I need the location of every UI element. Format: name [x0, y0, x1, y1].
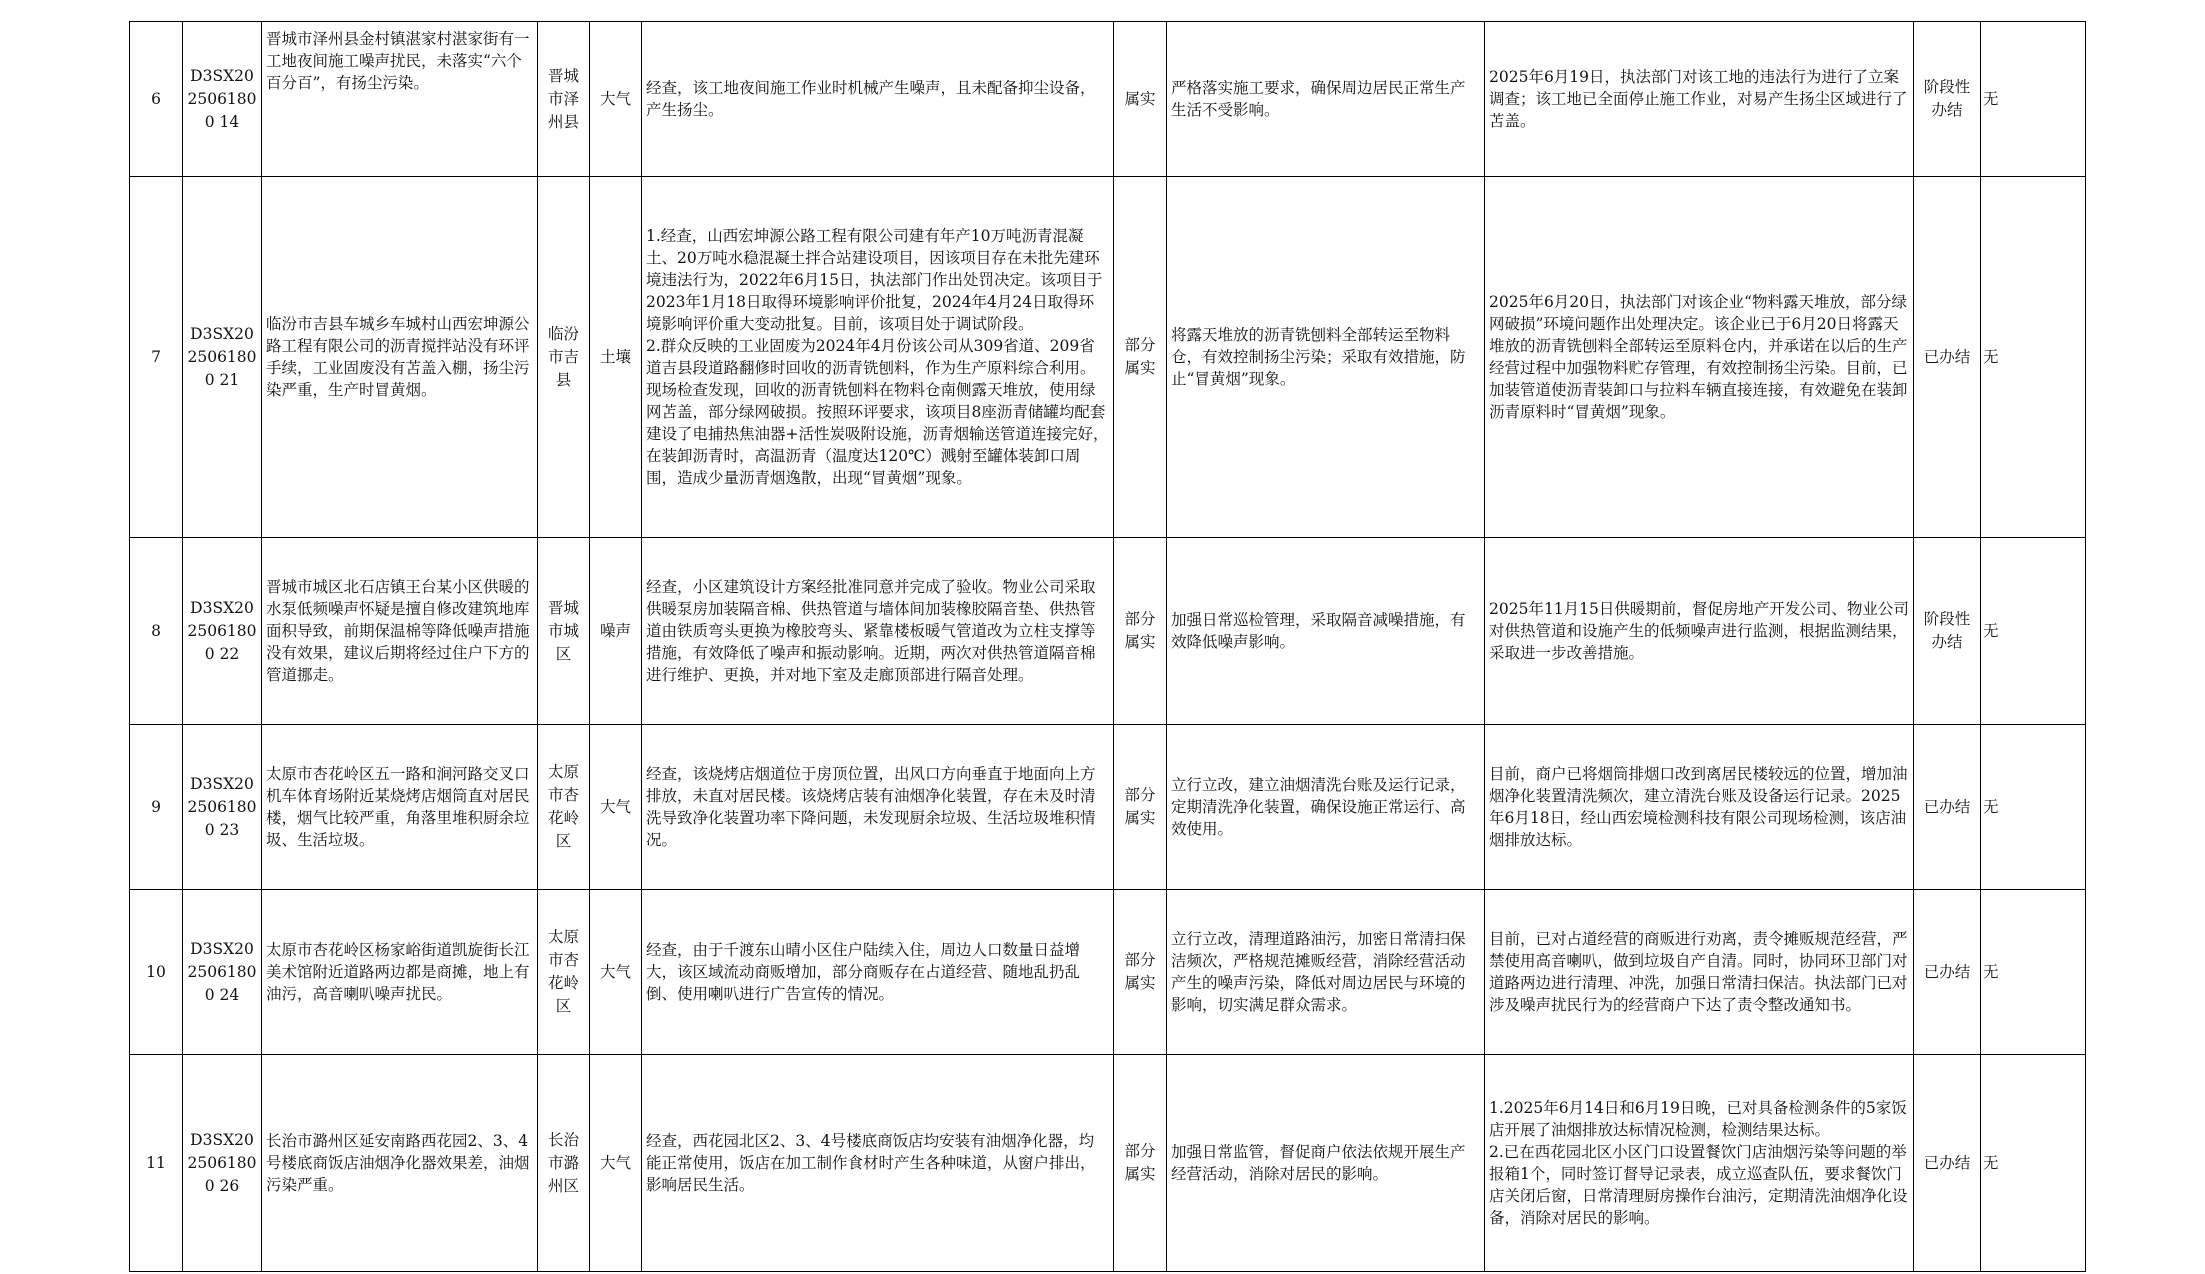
- region: 长治市潞州区: [538, 1055, 590, 1272]
- case-code: D3SX2025061800 22: [183, 538, 262, 725]
- requirement-text: 严格落实施工要求，确保周边居民正常生产生活不受影响。: [1167, 22, 1485, 177]
- completion-status: 阶段性办结: [1914, 538, 1981, 725]
- result-text: 2025年11月15日供暖期前，督促房地产开发公司、物业公司对供热管道和设施产生的低频噪声进行监测，根据监测结果，采取进一步改善措施。: [1485, 538, 1914, 725]
- case-code: D3SX2025061800 21: [183, 177, 262, 538]
- accountability: 无: [1981, 22, 2086, 177]
- case-table: [129, 21, 2086, 1272]
- region: 晋城市城区: [538, 538, 590, 725]
- requirement-text: 立行立改，建立油烟清洗台账及运行记录，定期清洗净化装置，确保设施正常运行、高效使用。: [1167, 725, 1485, 890]
- result-text: 目前，已对占道经营的商贩进行劝离，责令摊贩规范经营，严禁使用高音喇叭，做到垃圾自产自清。同时，协同环卫部门对道路两边进行清理、冲洗，加强日常清扫保洁。执法部门已对涉及噪声扰民行为的经营商户下达了责令整改通知书。: [1485, 890, 1914, 1055]
- requirement-text: 加强日常监管，督促商户依法依规开展生产经营活动，消除对居民的影响。: [1167, 1055, 1485, 1272]
- result-text: 1.2025年6月14日和6月19日晚，已对具备检测条件的5家饭店开展了油烟排放达标情况检测，检测结果达标。 2.已在西花园北区小区门口设置餐饮门店油烟污染等问题的举报箱1个，同时签订督导记录表，成立巡查队伍，要求餐饮门店关闭后窗，日常清理厨房操作台油污，定期清洗油烟净化设备，消除对居民的影响。: [1485, 1055, 1914, 1272]
- accountability: 无: [1981, 1055, 2086, 1272]
- completion-status: 已办结: [1914, 725, 1981, 890]
- row-number: 11: [130, 1055, 183, 1272]
- requirement-text: 立行立改，清理道路油污，加密日常清扫保洁频次，严格规范摊贩经营，消除经营活动产生的噪声污染，降低对周边居民与环境的影响，切实满足群众需求。: [1167, 890, 1485, 1055]
- investigation-text: 经查，该工地夜间施工作业时机械产生噪声，且未配备抑尘设备，产生扬尘。: [642, 22, 1114, 177]
- row-number: 8: [130, 538, 183, 725]
- complaint-text: 太原市杏花岭区杨家峪街道凯旋街长江美术馆附近道路两边都是商摊，地上有油污，高音喇叭噪声扰民。: [262, 890, 538, 1055]
- table-row: [130, 177, 2086, 538]
- table-row: [130, 1055, 2086, 1272]
- accountability: 无: [1981, 177, 2086, 538]
- region: 临汾市吉县: [538, 177, 590, 538]
- investigation-text: 经查，西花园北区2、3、4号楼底商饭店均安装有油烟净化器，均能正常使用，饭店在加工制作食材时产生各种味道，从窗户排出，影响居民生活。: [642, 1055, 1114, 1272]
- complaint-text: 临汾市吉县车城乡车城村山西宏坤源公路工程有限公司的沥青搅拌站没有环评手续，工业固废没有苫盖入棚，扬尘污染严重，生产时冒黄烟。: [262, 177, 538, 538]
- pollution-type: 大气: [590, 1055, 642, 1272]
- accountability: 无: [1981, 538, 2086, 725]
- investigation-text: 经查，该烧烤店烟道位于房顶位置，出风口方向垂直于地面向上方排放，未直对居民楼。该烧烤店装有油烟净化装置，存在未及时清洗导致净化装置功率下降问题，未发现厨余垃圾、生活垃圾堆积情况。: [642, 725, 1114, 890]
- completion-status: 阶段性办结: [1914, 22, 1981, 177]
- truth-status: 部分属实: [1114, 890, 1167, 1055]
- completion-status: 已办结: [1914, 177, 1981, 538]
- completion-status: 已办结: [1914, 890, 1981, 1055]
- result-text: 2025年6月20日，执法部门对该企业“物料露天堆放，部分绿网破损”环境问题作出处理决定。该企业已于6月20日将露天堆放的沥青铣刨料全部转运至原料仓内，并承诺在以后的生产经营过程中加强物料贮存管理，有效控制扬尘污染。目前，已加装管道使沥青装卸口与拉料车辆直接连接，有效避免在装卸沥青原料时“冒黄烟”现象。: [1485, 177, 1914, 538]
- complaint-text: 晋城市城区北石店镇王台某小区供暖的水泵低频噪声怀疑是擅自修改建筑地库面积导致，前期保温棉等降低噪声措施没有效果，建议后期将经过住户下方的管道挪走。: [262, 538, 538, 725]
- pollution-type: 土壤: [590, 177, 642, 538]
- pollution-type: 大气: [590, 22, 642, 177]
- region: 晋城市泽州县: [538, 22, 590, 177]
- case-code: D3SX2025061800 23: [183, 725, 262, 890]
- table-row: [130, 538, 2086, 725]
- row-number: 6: [130, 22, 183, 177]
- truth-status: 部分属实: [1114, 1055, 1167, 1272]
- region: 太原市杏花岭区: [538, 725, 590, 890]
- case-code: D3SX2025061800 26: [183, 1055, 262, 1272]
- pollution-type: 噪声: [590, 538, 642, 725]
- table-row: [130, 890, 2086, 1055]
- result-text: 目前，商户已将烟筒排烟口改到离居民楼较远的位置，增加油烟净化装置清洗频次，建立清洗台账及设备运行记录。2025年6月18日，经山西宏境检测科技有限公司现场检测，该店油烟排放达标。: [1485, 725, 1914, 890]
- accountability: 无: [1981, 725, 2086, 890]
- row-number: 10: [130, 890, 183, 1055]
- truth-status: 部分属实: [1114, 177, 1167, 538]
- result-text: 2025年6月19日，执法部门对该工地的违法行为进行了立案调查；该工地已全面停止施工作业，对易产生扬尘区域进行了苫盖。: [1485, 22, 1914, 177]
- row-number: 9: [130, 725, 183, 890]
- completion-status: 已办结: [1914, 1055, 1981, 1272]
- pollution-type: 大气: [590, 725, 642, 890]
- complaint-text: 长治市潞州区延安南路西花园2、3、4号楼底商饭店油烟净化器效果差，油烟污染严重。: [262, 1055, 538, 1272]
- accountability: 无: [1981, 890, 2086, 1055]
- complaint-text: 晋城市泽州县金村镇湛家村湛家街有一工地夜间施工噪声扰民，未落实“六个百分百”，有扬尘污染。: [262, 22, 538, 177]
- requirement-text: 加强日常巡检管理，采取隔音减噪措施，有效降低噪声影响。: [1167, 538, 1485, 725]
- truth-status: 部分属实: [1114, 538, 1167, 725]
- requirement-text: 将露天堆放的沥青铣刨料全部转运至物料仓，有效控制扬尘污染；采取有效措施，防止“冒黄烟”现象。: [1167, 177, 1485, 538]
- investigation-text: 经查，由于千渡东山晴小区住户陆续入住，周边人口数量日益增大，该区域流动商贩增加，部分商贩存在占道经营、随地乱扔乱倒、使用喇叭进行广告宣传的情况。: [642, 890, 1114, 1055]
- investigation-text: 1.经查，山西宏坤源公路工程有限公司建有年产10万吨沥青混凝土、20万吨水稳混凝土拌合站建设项目，因该项目存在未批先建环境违法行为，2022年6月15日，执法部门作出处罚决定。该项目于2023年1月18日取得环境影响评价批复，2024年4月24日取得环境影响评价重大变动批复。目前，该项目处于调试阶段。 2.群众反映的工业固废为2024年4月份该公司从309省道、209省道吉县段道路翻修时回收的沥青铣刨料，作为生产原料综合利用。现场检查发现，回收的沥青铣刨料在物料仓南侧露天堆放，使用绿网苫盖，部分绿网破损。按照环评要求，该项目8座沥青储罐均配套建设了电捕热焦油器+活性炭吸附设施，沥青烟输送管道连接完好，在装卸沥青时，高温沥青（温度达120℃）溅射至罐体装卸口周围，造成少量沥青烟逸散，出现“冒黄烟”现象。: [642, 177, 1114, 538]
- complaint-text: 太原市杏花岭区五一路和涧河路交叉口机车体育场附近某烧烤店烟筒直对居民楼，烟气比较严重，角落里堆积厨余垃圾、生活垃圾。: [262, 725, 538, 890]
- case-code: D3SX2025061800 24: [183, 890, 262, 1055]
- table-row: [130, 22, 2086, 177]
- case-code: D3SX2025061800 14: [183, 22, 262, 177]
- pollution-type: 大气: [590, 890, 642, 1055]
- table-row: [130, 725, 2086, 890]
- truth-status: 属实: [1114, 22, 1167, 177]
- region: 太原市杏花岭区: [538, 890, 590, 1055]
- row-number: 7: [130, 177, 183, 538]
- truth-status: 部分属实: [1114, 725, 1167, 890]
- investigation-text: 经查，小区建筑设计方案经批准同意并完成了验收。物业公司采取供暖泵房加装隔音棉、供热管道与墙体间加装橡胶隔音垫、供热管道由铁质弯头更换为橡胶弯头、紧靠楼板暖气管道改为立柱支撑等措施，有效降低了噪声和振动影响。近期，两次对供热管道隔音棉进行维护、更换，并对地下室及走廊顶部进行隔音处理。: [642, 538, 1114, 725]
